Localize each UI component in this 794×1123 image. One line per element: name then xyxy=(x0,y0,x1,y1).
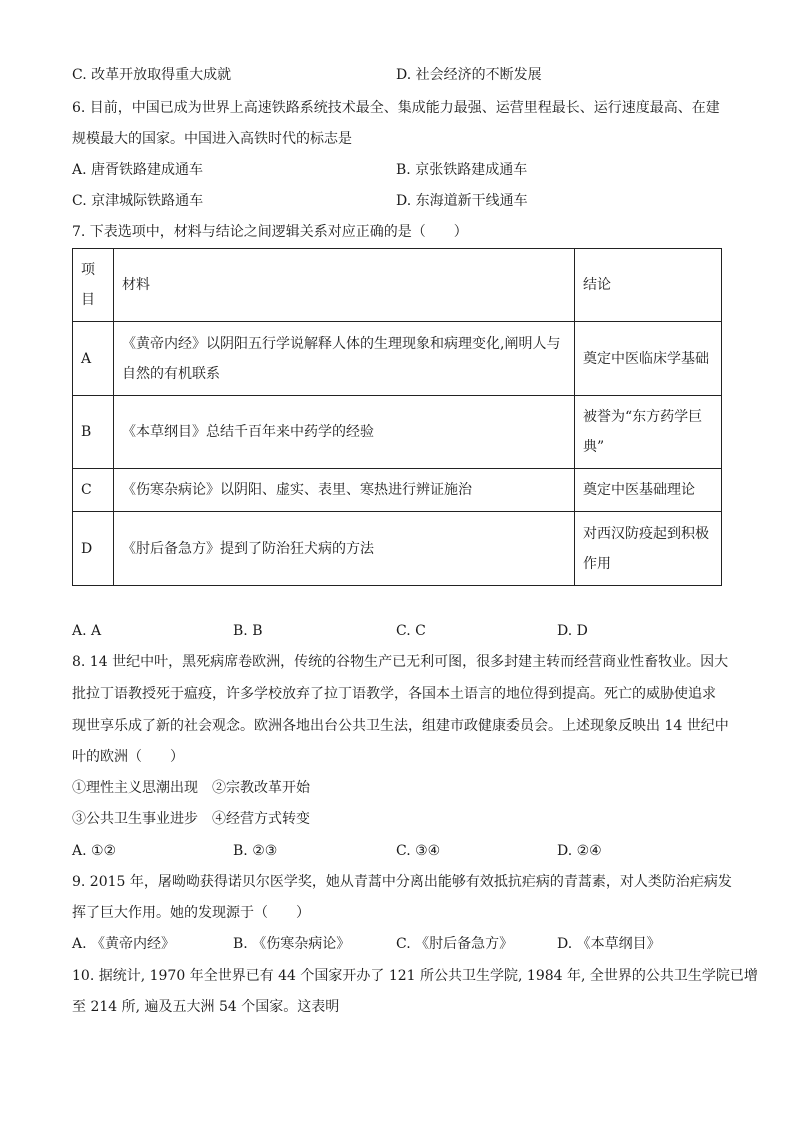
row-b-item: B xyxy=(73,396,114,469)
table-row xyxy=(73,469,722,512)
q8-option-d[interactable]: D. ②④ xyxy=(557,843,602,859)
q6-stem-line-2: 规模最大的国家。中国进入高铁时代的标志是 xyxy=(72,131,352,147)
table-row xyxy=(73,322,722,396)
q6-stem-line-1: 6. 目前，中国已成为世界上高速铁路系统技术最全、集成能力最强、运营里程最长、运行速度最高、在建 xyxy=(72,100,720,116)
row-a-item: A xyxy=(73,322,114,396)
q7-stem: 7. 下表选项中，材料与结论之间逻辑关系对应正确的是（ ） xyxy=(72,224,468,240)
q9-option-b[interactable]: B. 《伤寒杂病论》 xyxy=(233,936,351,952)
q9-stem-line-2: 挥了巨大作用。她的发现源于（ ） xyxy=(72,905,310,921)
row-d-conclusion xyxy=(575,512,722,586)
q5-option-d[interactable]: D. 社会经济的不断发展 xyxy=(396,67,542,83)
table-header-row xyxy=(73,249,722,322)
q7-option-d[interactable]: D. D xyxy=(557,623,588,639)
header-item-line-1: 项 xyxy=(81,262,95,278)
row-a-material-line-2: 自然的有机联系 xyxy=(122,365,220,382)
row-c-item: C xyxy=(73,469,114,512)
q6-option-b[interactable]: B. 京张铁路建成通车 xyxy=(396,162,528,178)
table-row xyxy=(73,396,722,469)
row-d-item: D xyxy=(73,512,114,586)
q8-option-b[interactable]: B. ②③ xyxy=(233,843,278,859)
q8-stem-line-2: 批拉丁语教授死于瘟疫，许多学校放弃了拉丁语教学，各国本土语言的地位得到提高。死亡的威胁使追求 xyxy=(72,686,716,702)
q9-stem-line-1: 9. 2015 年，屠呦呦获得诺贝尔医学奖，她从青蒿中分离出能够有效抵抗疟病的青蒿素，对人类防治疟病发 xyxy=(72,874,732,890)
q5-option-c[interactable]: C. 改革开放取得重大成就 xyxy=(72,67,232,83)
q9-option-a[interactable]: A. 《黄帝内经》 xyxy=(72,936,176,952)
q6-option-a[interactable]: A. 唐胥铁路建成通车 xyxy=(72,162,204,178)
header-material: 材料 xyxy=(114,249,575,322)
q7-option-a[interactable]: A. A xyxy=(72,623,102,639)
q9-option-c[interactable]: C. 《肘后备急方》 xyxy=(396,936,514,952)
header-item-line-2: 目 xyxy=(81,292,95,308)
row-a-conclusion: 奠定中医临床学基础 xyxy=(575,322,722,396)
q10-stem-line-1: 10. 据统计, 1970 年全世界已有 44 个国家开办了 121 所公共卫生学院, 1984 年, 全世界的公共卫生学院已增 xyxy=(72,968,758,984)
q6-option-c[interactable]: C. 京津城际铁路通车 xyxy=(72,193,204,209)
q8-stem-line-1: 8. 14 世纪中叶，黑死病席卷欧洲，传统的谷物生产已无利可图，很多封建主转而经营商业性畜牧业。因大 xyxy=(72,654,729,670)
q8-option-c[interactable]: C. ③④ xyxy=(396,843,441,859)
row-c-material: 《伤寒杂病论》以阴阳、虚实、表里、寒热进行辨证施治 xyxy=(114,469,575,512)
row-a-material-line-1: 《黄帝内经》以阴阳五行学说解释人体的生理现象和病理变化,阐明人与 xyxy=(122,335,561,352)
q9-option-d[interactable]: D. 《本草纲目》 xyxy=(557,936,661,952)
q10-stem-line-2: 至 214 所, 遍及五大洲 54 个国家。这表明 xyxy=(72,999,340,1015)
table-row xyxy=(73,512,722,586)
row-b-conclusion xyxy=(575,396,722,469)
row-d-material: 《肘后备急方》提到了防治狂犬病的方法 xyxy=(114,512,575,586)
q8-items-line-1: ①理性主义思潮出现 ②宗教改革开始 xyxy=(72,780,310,796)
q7-table xyxy=(72,248,722,586)
q6-option-d[interactable]: D. 东海道新干线通车 xyxy=(396,193,528,209)
q7-option-b[interactable]: B. B xyxy=(233,623,263,639)
row-b-conclusion-line-1: 被誉为“东方药学巨 xyxy=(583,409,703,425)
row-a-material xyxy=(114,322,575,396)
q8-items-line-2: ③公共卫生事业进步 ④经营方式转变 xyxy=(72,811,310,827)
header-item xyxy=(73,249,114,322)
row-d-conclusion-line-2: 作用 xyxy=(583,555,611,572)
row-c-conclusion: 奠定中医基础理论 xyxy=(575,469,722,512)
q8-stem-line-4: 叶的欧洲（ ） xyxy=(72,749,184,765)
q7-option-c[interactable]: C. C xyxy=(396,623,426,639)
header-conclusion: 结论 xyxy=(575,249,722,322)
row-b-material: 《本草纲目》总结千百年来中药学的经验 xyxy=(114,396,575,469)
row-b-conclusion-line-2: 典” xyxy=(583,439,605,455)
q8-option-a[interactable]: A. ①② xyxy=(72,843,117,859)
row-d-conclusion-line-1: 对西汉防疫起到积极 xyxy=(583,525,709,542)
q8-stem-line-3: 现世享乐成了新的社会观念。欧洲各地出台公共卫生法，组建市政健康委员会。上述现象反映出 14 世纪中 xyxy=(72,718,729,734)
